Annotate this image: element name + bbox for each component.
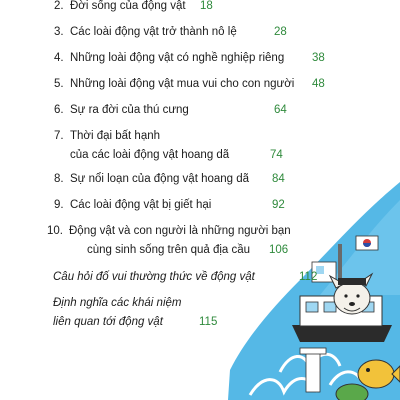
toc-item-number: 10. <box>47 225 63 237</box>
toc-item-title: Những loài động vật có nghề nghiệp riêng <box>70 52 285 64</box>
toc-extra-page: 112 <box>299 271 318 283</box>
toc-item-number: 9. <box>54 199 64 211</box>
toc-extra-title: Định nghĩa các khái niệm <box>53 297 182 309</box>
toc-extra-title: Câu hỏi đố vui thường thức về động vật <box>53 271 255 283</box>
toc-item-number: 7. <box>54 130 64 142</box>
toc-item-page: 84 <box>272 173 285 185</box>
toc-item-page: 64 <box>274 104 287 116</box>
toc-item-page: 106 <box>269 244 289 256</box>
toc-item-title: Các loài động vật trở thành nô lệ <box>70 26 237 38</box>
toc-item-number: 2. <box>54 0 64 12</box>
toc-item-title-line2: của các loài động vật hoang dã <box>70 149 230 161</box>
toc-item-title: Đời sống của động vật <box>70 0 186 12</box>
toc-item-page: 18 <box>200 0 213 12</box>
toc-item-title: Sự nổi loạn của động vật hoang dã <box>70 173 250 185</box>
toc-item-title: Những loài động vật mua vui cho con người <box>70 78 295 90</box>
toc-item-title-line2: cùng sinh sống trên quả địa cầu <box>87 244 251 256</box>
toc-item-title: Động vật và con người là những người bạn <box>69 225 291 237</box>
toc-item-number: 5. <box>54 78 64 90</box>
toc-item-page: 48 <box>312 78 325 90</box>
toc-item-title: Sự ra đời của thú cưng <box>70 104 189 116</box>
toc-extra-page: 115 <box>199 316 218 328</box>
toc-item-page: 28 <box>274 26 287 38</box>
toc-item-title: Các loài động vật bị giết hại <box>70 199 212 211</box>
toc-item-number: 6. <box>54 104 64 116</box>
toc-item-number: 8. <box>54 173 64 185</box>
toc-item-page: 38 <box>312 52 325 64</box>
toc-item-page: 92 <box>272 199 285 211</box>
korean-flag-icon <box>356 236 378 250</box>
toc-item-page: 74 <box>270 149 283 161</box>
toc-item-number: 3. <box>54 26 64 38</box>
toc-item-number: 4. <box>54 52 64 64</box>
toc-item-title: Thời đại bất hạnh <box>70 130 161 142</box>
toc-extra-title-line2: liên quan tới động vật <box>53 316 163 328</box>
